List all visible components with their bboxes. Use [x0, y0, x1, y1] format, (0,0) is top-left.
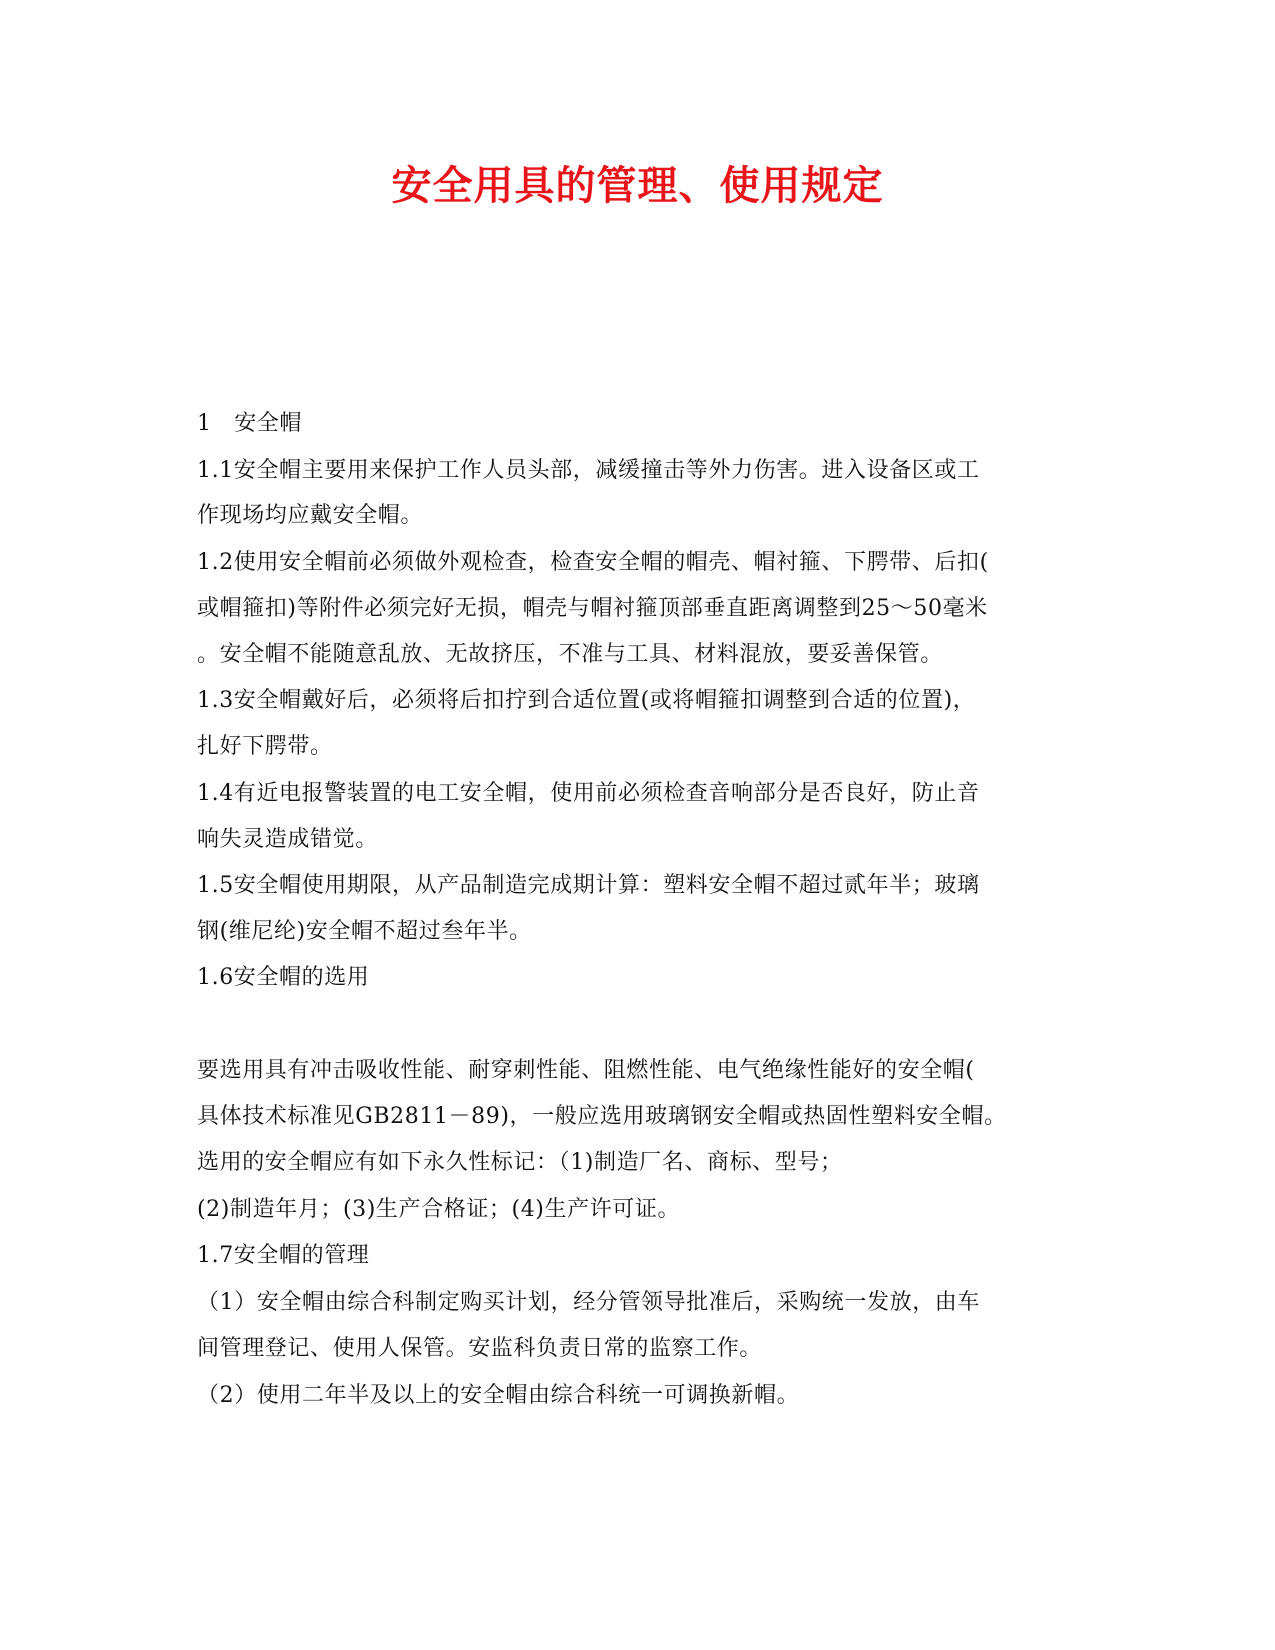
paragraph-line: (2)制造年月；(3)生产合格证；(4)生产许可证。 — [197, 1197, 681, 1222]
paragraph-line: 间管理登记、使用人保管。安监科负责日常的监察工作。 — [197, 1336, 763, 1361]
section-heading: 1.6安全帽的选用 — [197, 965, 370, 990]
paragraph-line: 1.1安全帽主要用来保护工作人员头部，减缓撞击等外力伤害。进入设备区或工 — [197, 458, 980, 483]
paragraph-line: 响失灵造成错觉。 — [197, 827, 378, 852]
paragraph-line: 1.3安全帽戴好后，必须将后扣拧到合适位置(或将帽箍扣调整到合适的位置)， — [197, 688, 976, 713]
paragraph-line: （2）使用二年半及以上的安全帽由综合科统一可调换新帽。 — [197, 1383, 800, 1408]
paragraph-line: 。安全帽不能随意乱放、无故挤压，不准与工具、材料混放，要妥善保管。 — [197, 642, 943, 667]
paragraph-line: 钢(维尼纶)安全帽不超过叁年半。 — [197, 919, 532, 944]
paragraph-line: 扎好下腭带。 — [197, 734, 333, 759]
paragraph-line: 1.4有近电报警装置的电工安全帽，使用前必须检查音响部分是否良好，防止音 — [197, 781, 980, 806]
paragraph-line: 1.2使用安全帽前必须做外观检查，检查安全帽的帽壳、帽衬箍、下腭带、后扣( — [197, 550, 989, 575]
paragraph-line: 或帽箍扣)等附件必须完好无损，帽壳与帽衬箍顶部垂直距离调整到25～50毫米 — [197, 596, 988, 621]
document-title: 安全用具的管理、使用规定 — [391, 163, 884, 209]
paragraph-line: 具体技术标准见GB2811－89)，一般应选用玻璃钢安全帽或热固性塑料安全帽。 — [197, 1104, 1007, 1129]
section-heading: 1 安全帽 — [197, 411, 302, 436]
paragraph-line: （1）安全帽由综合科制定购买计划，经分管领导批准后，采购统一发放，由车 — [197, 1290, 980, 1315]
paragraph-line: 1.5安全帽使用期限，从产品制造完成期计算：塑料安全帽不超过贰年半；玻璃 — [197, 873, 980, 898]
paragraph-line: 作现场均应戴安全帽。 — [197, 503, 424, 528]
section-heading: 1.7安全帽的管理 — [197, 1243, 370, 1268]
paragraph-line: 要选用具有冲击吸收性能、耐穿刺性能、阻燃性能、电气绝缘性能好的安全帽( — [197, 1058, 975, 1083]
paragraph-line: 选用的安全帽应有如下永久性标记：（1)制造厂名、商标、型号； — [197, 1150, 843, 1175]
